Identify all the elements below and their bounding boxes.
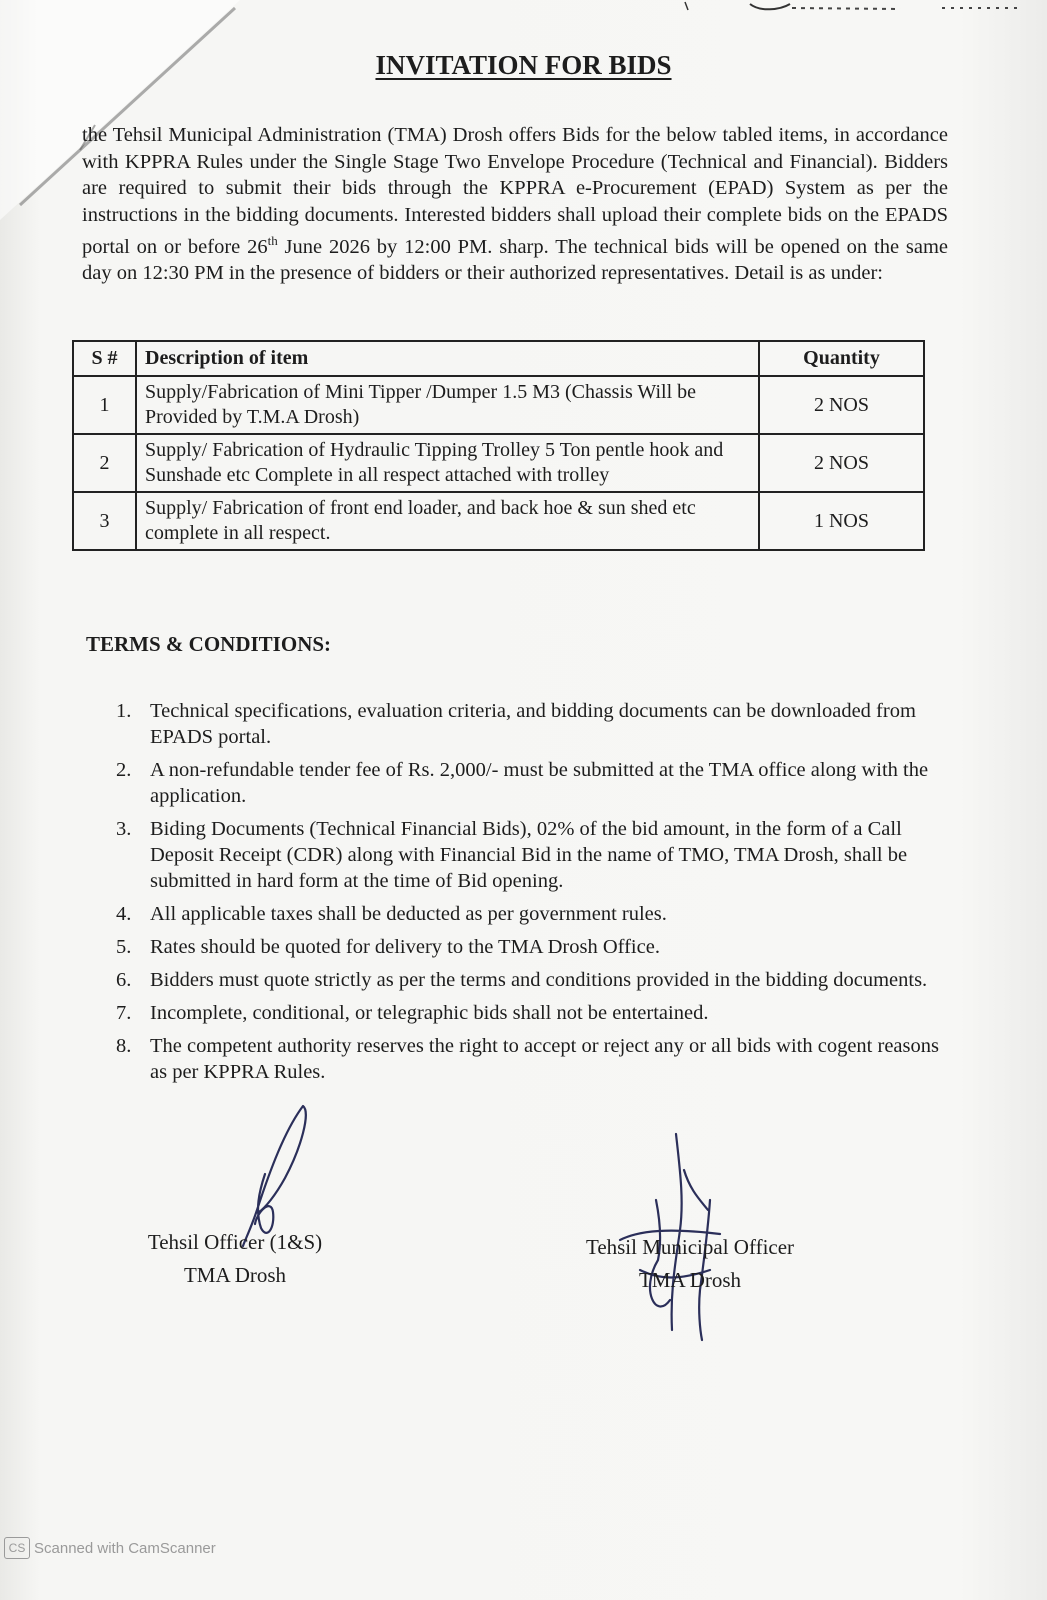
intro-paragraph xyxy=(82,122,948,287)
cell-description: Supply/ Fabrication of front end loader, and back hoe & sun shed etc complete in all respect. xyxy=(136,492,759,550)
signature-block-right xyxy=(570,1231,810,1297)
terms-heading: TERMS & CONDITIONS: xyxy=(86,632,332,656)
list-item xyxy=(112,816,950,894)
cell-sn: 1 xyxy=(73,376,136,434)
term-text: The competent authority reserves the right to accept or reject any or all bids with cogent reasons as per KPPRA Rules. xyxy=(150,1035,939,1083)
term-text: All applicable taxes shall be deducted as per government rules. xyxy=(150,903,667,925)
term-number: 8. xyxy=(116,1035,132,1057)
table-row xyxy=(73,492,924,550)
term-text: A non-refundable tender fee of Rs. 2,000/- must be submitted at the TMA office along with the application. xyxy=(150,759,929,807)
term-text: Biding Documents (Technical Financial Bids), 02% of the bid amount, in the form of a Call Deposit Receipt (CDR) along with Financial Bid in the name of TMO, TMA Drosh, shall be submitted in hard form at the time of Bid opening. xyxy=(150,818,908,892)
list-item xyxy=(112,934,950,960)
deadline-suffix: th xyxy=(267,233,278,248)
list-item xyxy=(112,698,950,750)
cell-description: Supply/ Fabrication of Hydraulic Tipping Trolley 5 Ton pentle hook and Sunshade etc Complete in all respect attached with trolley xyxy=(136,434,759,492)
header-quantity: Quantity xyxy=(759,341,924,376)
header-sn: S # xyxy=(73,341,136,376)
signatory-office: TMA Drosh xyxy=(638,1268,742,1292)
term-number: 1. xyxy=(116,700,132,722)
cell-quantity: 2 NOS xyxy=(759,434,924,492)
term-number: 2. xyxy=(116,759,132,781)
cell-quantity: 2 NOS xyxy=(759,376,924,434)
list-item xyxy=(112,1033,950,1085)
list-item xyxy=(112,967,950,993)
signatory-office: TMA Drosh xyxy=(183,1263,287,1287)
document-title: INVITATION FOR BIDS xyxy=(375,50,672,80)
list-item xyxy=(112,901,950,927)
terms-list xyxy=(112,698,950,1092)
header-description: Description of item xyxy=(136,341,759,376)
deadline-day: 26 xyxy=(247,235,268,258)
term-number: 7. xyxy=(116,1002,132,1024)
table-header-row xyxy=(73,341,924,376)
camscanner-watermark xyxy=(4,1537,216,1559)
term-number: 4. xyxy=(116,903,132,925)
signatory-title: Tehsil Officer (1&S) xyxy=(147,1230,323,1254)
intro-text: the Tehsil Municipal Administration (TMA) Drosh offers Bids for the below tabled items, in accordance with KPPRA Rules under the Single Stage Two Envelope Procedure (Technical and Financial). Bidders are required to submit their bids through the KPPRA e-Procurement (EPAD) System as per the instructions in the bidding documents. Interested bidders shall upload their complete bids on the EPADS portal on or before xyxy=(82,124,948,258)
signature-block-left xyxy=(130,1226,340,1292)
signatory-title: Tehsil Municipal Officer xyxy=(585,1235,795,1259)
watermark-text: Scanned with CamScanner xyxy=(34,1539,216,1557)
term-text: Bidders must quote strictly as per the terms and conditions provided in the bidding documents. xyxy=(150,969,928,991)
camscanner-logo-icon: CS xyxy=(4,1537,30,1559)
cell-description: Supply/Fabrication of Mini Tipper /Dumper 1.5 M3 (Chassis Will be Provided by T.M.A Drosh) xyxy=(136,376,759,434)
intro-tail: June 2026 by 12:00 PM. sharp. The technical bids will be opened on the same day on 12:30 PM in the presence of bidders or their authorized representatives. Detail is as under: xyxy=(82,235,949,285)
term-text: Rates should be quoted for delivery to the TMA Drosh Office. xyxy=(150,936,660,958)
term-text: Incomplete, conditional, or telegraphic bids shall not be entertained. xyxy=(150,1002,709,1024)
cell-quantity: 1 NOS xyxy=(759,492,924,550)
top-edge-marks xyxy=(680,0,1040,14)
list-item xyxy=(112,757,950,809)
list-item xyxy=(112,1000,950,1026)
term-number: 6. xyxy=(116,969,132,991)
items-table xyxy=(72,340,925,551)
cell-sn: 3 xyxy=(73,492,136,550)
term-number: 5. xyxy=(116,936,132,958)
table-row xyxy=(73,434,924,492)
cell-sn: 2 xyxy=(73,434,136,492)
term-text: Technical specifications, evaluation criteria, and bidding documents can be downloaded from EPADS portal. xyxy=(150,700,916,748)
table-row xyxy=(73,376,924,434)
term-number: 3. xyxy=(116,818,132,840)
